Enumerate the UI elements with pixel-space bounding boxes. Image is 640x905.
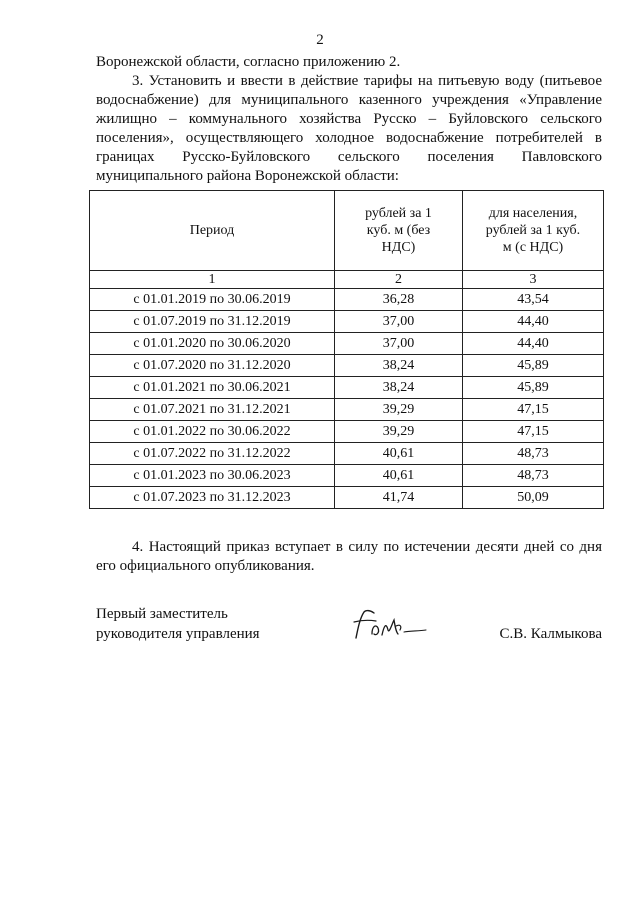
cell-period: с 01.01.2020 по 30.06.2020 — [90, 333, 335, 355]
page-number: 2 — [316, 32, 324, 48]
cell-population: 50,09 — [463, 487, 604, 509]
cell-no-vat: 36,28 — [335, 289, 463, 311]
cell-no-vat: 40,61 — [335, 443, 463, 465]
cell-no-vat: 39,29 — [335, 421, 463, 443]
column-number: 3 — [463, 271, 604, 289]
cell-period: с 01.07.2023 по 31.12.2023 — [90, 487, 335, 509]
cell-no-vat: 37,00 — [335, 311, 463, 333]
tariff-table — [89, 190, 604, 509]
column-number: 2 — [335, 271, 463, 289]
handwritten-signature-icon — [350, 608, 428, 642]
header-no-vat-text: рублей за 1 куб. м (без НДС) — [365, 206, 432, 255]
table-row — [90, 465, 604, 487]
cell-no-vat: 37,00 — [335, 333, 463, 355]
cell-population: 45,89 — [463, 377, 604, 399]
signer-name: С.В. Калмыкова — [499, 626, 602, 642]
cell-population: 43,54 — [463, 289, 604, 311]
cell-no-vat: 38,24 — [335, 377, 463, 399]
table-header-row — [90, 191, 604, 271]
cell-period: с 01.01.2022 по 30.06.2022 — [90, 421, 335, 443]
cell-period: с 01.01.2021 по 30.06.2021 — [90, 377, 335, 399]
table-row — [90, 333, 604, 355]
cell-period: с 01.07.2022 по 31.12.2022 — [90, 443, 335, 465]
header-population-text: для населения, рублей за 1 куб. м (с НДС) — [485, 206, 581, 255]
cell-period: с 01.07.2019 по 31.12.2019 — [90, 311, 335, 333]
cell-period: с 01.07.2021 по 31.12.2021 — [90, 399, 335, 421]
table-row — [90, 443, 604, 465]
header-population — [463, 191, 604, 271]
clause-3: 3. Установить и ввести в действие тарифы на питьевую воду (питьевое водоснабжение) для муниципального казенного учреждения «Управление жилищно – коммунального хозяйства Русско – Буйловского сельского поселения», осуществляющего холодное водоснабжение потребителей в границах Русско-Буйловского сельского поселения Павловского муниципального района Воронежской области: — [96, 73, 602, 184]
header-no-vat — [335, 191, 463, 271]
intro-continuation: Воронежской области, согласно приложению 2. — [96, 54, 401, 70]
table-row — [90, 399, 604, 421]
header-period: Период — [90, 191, 335, 271]
table-row — [90, 311, 604, 333]
cell-population: 47,15 — [463, 399, 604, 421]
cell-population: 47,15 — [463, 421, 604, 443]
position-line-1: Первый заместитель — [96, 606, 228, 622]
position-line-2: руководителя управления — [96, 626, 260, 642]
cell-period: с 01.07.2020 по 31.12.2020 — [90, 355, 335, 377]
cell-population: 48,73 — [463, 465, 604, 487]
table-row — [90, 355, 604, 377]
signatory-position — [96, 604, 260, 644]
cell-population: 44,40 — [463, 311, 604, 333]
cell-population: 44,40 — [463, 333, 604, 355]
cell-population: 48,73 — [463, 443, 604, 465]
table-row — [90, 487, 604, 509]
table-row — [90, 289, 604, 311]
cell-no-vat: 39,29 — [335, 399, 463, 421]
column-number-row — [90, 271, 604, 289]
cell-period: с 01.01.2019 по 30.06.2019 — [90, 289, 335, 311]
cell-no-vat: 40,61 — [335, 465, 463, 487]
table-row — [90, 377, 604, 399]
cell-population: 45,89 — [463, 355, 604, 377]
column-number: 1 — [90, 271, 335, 289]
clause-4: 4. Настоящий приказ вступает в силу по истечении десяти дней со дня его официального опубликования. — [96, 539, 602, 574]
cell-period: с 01.01.2023 по 30.06.2023 — [90, 465, 335, 487]
cell-no-vat: 38,24 — [335, 355, 463, 377]
table-row — [90, 421, 604, 443]
cell-no-vat: 41,74 — [335, 487, 463, 509]
